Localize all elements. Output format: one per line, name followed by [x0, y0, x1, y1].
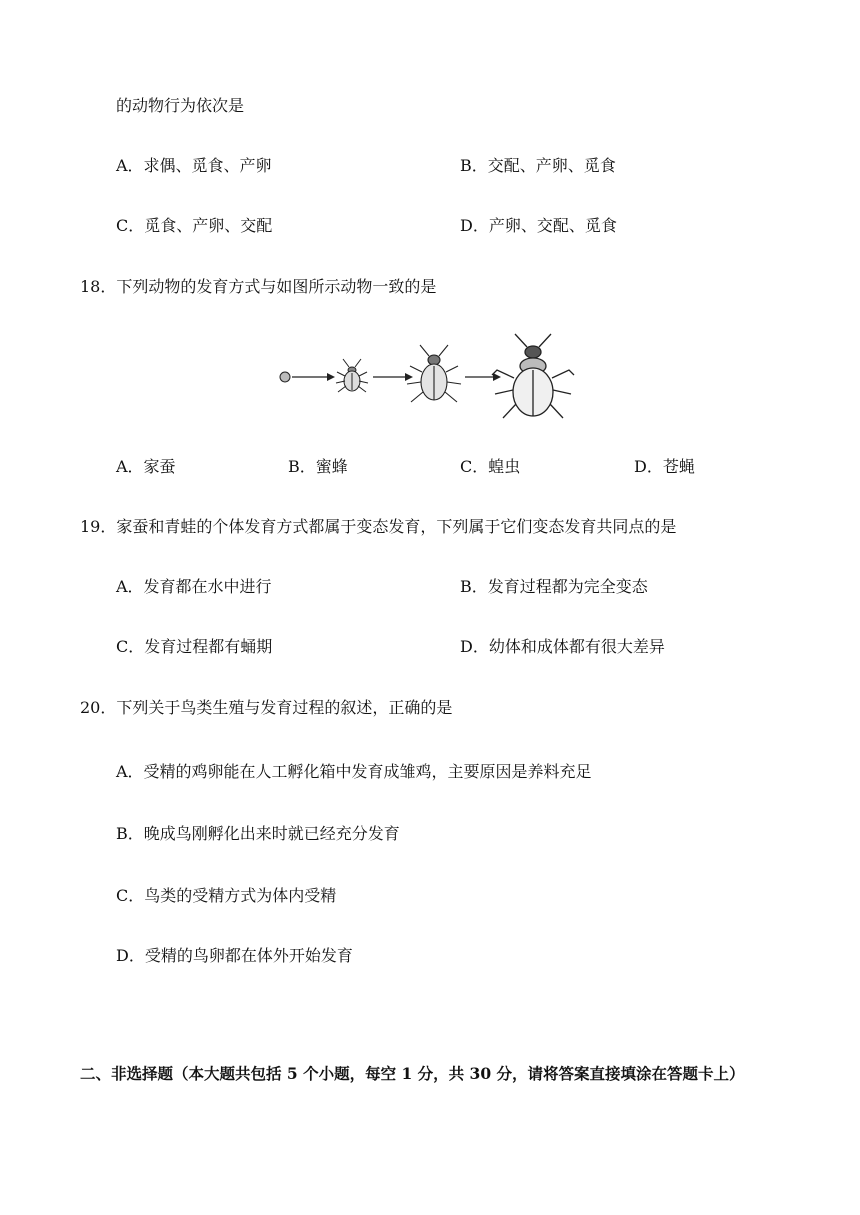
nymph-small-icon	[336, 359, 368, 392]
q20-option-b: B．晚成鸟刚孵化出来时就已经充分发育	[116, 824, 400, 843]
nymph-large-icon	[407, 345, 461, 402]
arrow-icon	[292, 373, 335, 381]
q18-option-c: C．蝗虫	[460, 457, 521, 476]
q20-option-a: A．受精的鸡卵能在人工孵化箱中发育成雏鸡，主要原因是养料充足	[116, 762, 592, 781]
q17-option-c: C．觅食、产卵、交配	[116, 216, 273, 235]
q18-option-b: B．蜜蜂	[288, 457, 348, 476]
q17-option-a: A．求偶、觅食、产卵	[116, 156, 272, 175]
q18-option-d: D．苍蝇	[634, 457, 695, 476]
section-heading: 二、非选择题（本大题共包括 5 个小题，每空 1 分，共 30 分，请将答案直接填涂在答题卡上）	[80, 1064, 745, 1083]
q17-option-b: B．交配、产卵、觅食	[460, 156, 616, 175]
q20-option-d: D．受精的鸟卵都在体外开始发育	[116, 946, 353, 965]
q19-option-a: A．发育都在水中进行	[116, 577, 272, 596]
insect-development-figure	[275, 328, 575, 423]
q17-option-d: D．产卵、交配、觅食	[460, 216, 617, 235]
q20-stem: 20．下列关于鸟类生殖与发育过程的叙述，正确的是	[80, 698, 453, 717]
q19-stem: 19．家蚕和青蛙的个体发育方式都属于变态发育，下列属于它们变态发育共同点的是	[80, 517, 677, 536]
q20-option-c: C．鸟类的受精方式为体内受精	[116, 886, 337, 905]
adult-beetle-icon	[492, 334, 574, 418]
q19-option-d: D．幼体和成体都有很大差异	[460, 637, 665, 656]
egg-icon	[280, 372, 290, 382]
q18-option-a: A．家蚕	[116, 457, 176, 476]
q19-option-b: B．发育过程都为完全变态	[460, 577, 648, 596]
question-continuation: 的动物行为依次是	[116, 96, 245, 115]
arrow-icon	[373, 373, 413, 381]
q19-option-c: C．发育过程都有蛹期	[116, 637, 273, 656]
q18-stem: 18．下列动物的发育方式与如图所示动物一致的是	[80, 277, 437, 296]
arrow-icon	[465, 373, 501, 381]
